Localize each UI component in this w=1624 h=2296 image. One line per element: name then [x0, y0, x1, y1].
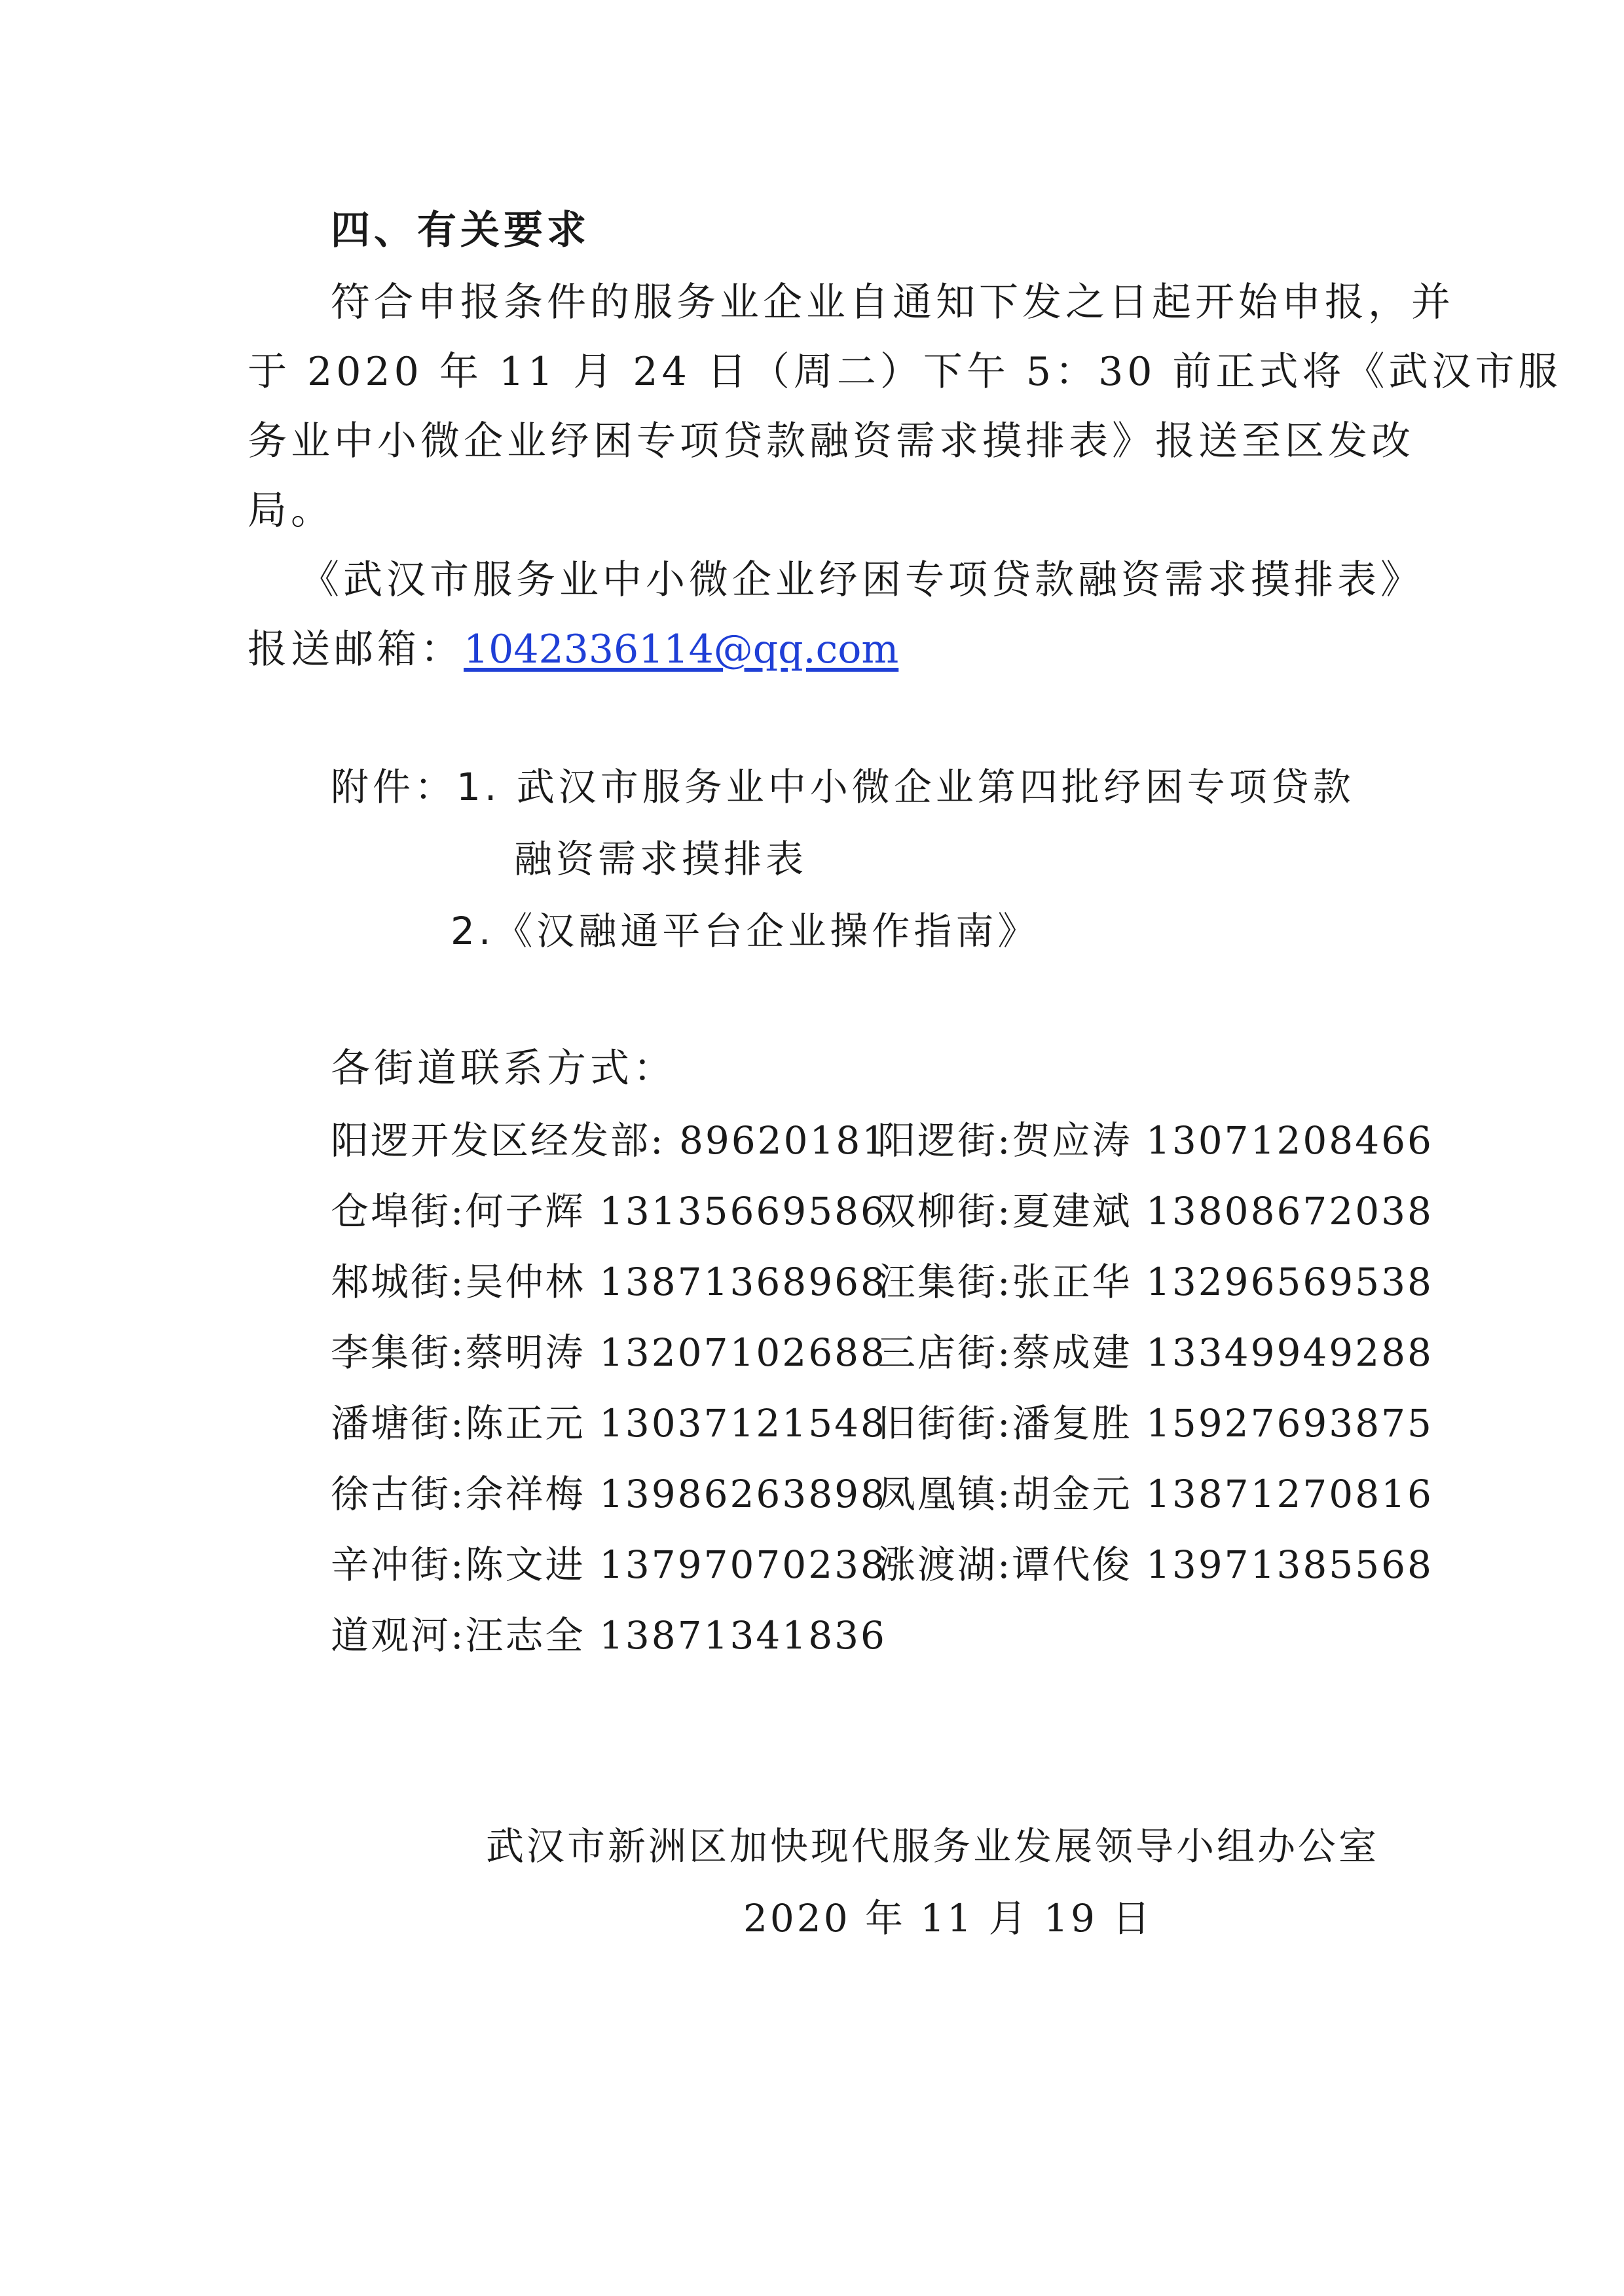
contact-entry: 邾城街:吴仲林 13871368968: [331, 1260, 887, 1304]
email-line: [248, 623, 898, 676]
contact-entry: 汪集街:张正华 13296569538: [877, 1260, 1433, 1304]
paragraph-line: 符合申报条件的服务业企业自通知下发之日起开始申报，并: [331, 280, 1454, 325]
email-link[interactable]: 1042336114@qq.com: [464, 627, 899, 672]
contact-entry: 三店街:蔡成建 13349949288: [877, 1330, 1433, 1375]
email-label: 报送邮箱：: [248, 627, 464, 672]
paragraph-line: 局。: [248, 488, 334, 534]
contact-entry: 双柳街:夏建斌 13808672038: [877, 1189, 1433, 1233]
attachment-item-continued: 融资需求摸排表: [514, 837, 808, 881]
contact-entry: 潘塘街:陈正元 13037121548: [331, 1401, 887, 1446]
contact-entry: 阳逻街:贺应涛 13071208466: [877, 1118, 1433, 1163]
contact-entry: 凤凰镇:胡金元 13871270816: [877, 1472, 1433, 1516]
contact-entry: 辛冲街:陈文进 13797070238: [331, 1542, 887, 1587]
attachment-item: 附件：1. 武汉市服务业中小微企业第四批纾困专项贷款: [331, 765, 1355, 809]
issue-date: 2020 年 11 月 19 日: [743, 1896, 1153, 1941]
contact-entry: 道观河:汪志全 13871341836: [331, 1613, 887, 1658]
contact-entry: 涨渡湖:谭代俊 13971385568: [877, 1542, 1433, 1587]
paragraph-line: 于 2020 年 11 月 24 日（周二）下午 5：30 前正式将《武汉市服: [248, 349, 1562, 395]
contact-entry: 仓埠街:何子辉 13135669586: [331, 1189, 887, 1233]
issuing-office: 武汉市新洲区加快现代服务业发展领导小组办公室: [486, 1824, 1380, 1868]
contact-entry: 徐古街:余祥梅 13986263898: [331, 1472, 887, 1516]
attachment-item: 2.《汉融通平台企业操作指南》: [451, 909, 1040, 953]
paragraph-line: 务业中小微企业纾困专项贷款融资需求摸排表》报送至区发改: [248, 418, 1414, 464]
contacts-title: 各街道联系方式：: [331, 1046, 676, 1091]
paragraph-line: 《武汉市服务业中小微企业纾困专项贷款融资需求摸排表》: [300, 557, 1424, 603]
contact-entry: 李集街:蔡明涛 13207102688: [331, 1330, 887, 1375]
contact-entry: 旧街街:潘复胜 15927693875: [877, 1401, 1433, 1446]
contact-entry: 阳逻开发区经发部: 89620181: [331, 1118, 889, 1163]
section-heading: 四、有关要求: [331, 208, 590, 253]
